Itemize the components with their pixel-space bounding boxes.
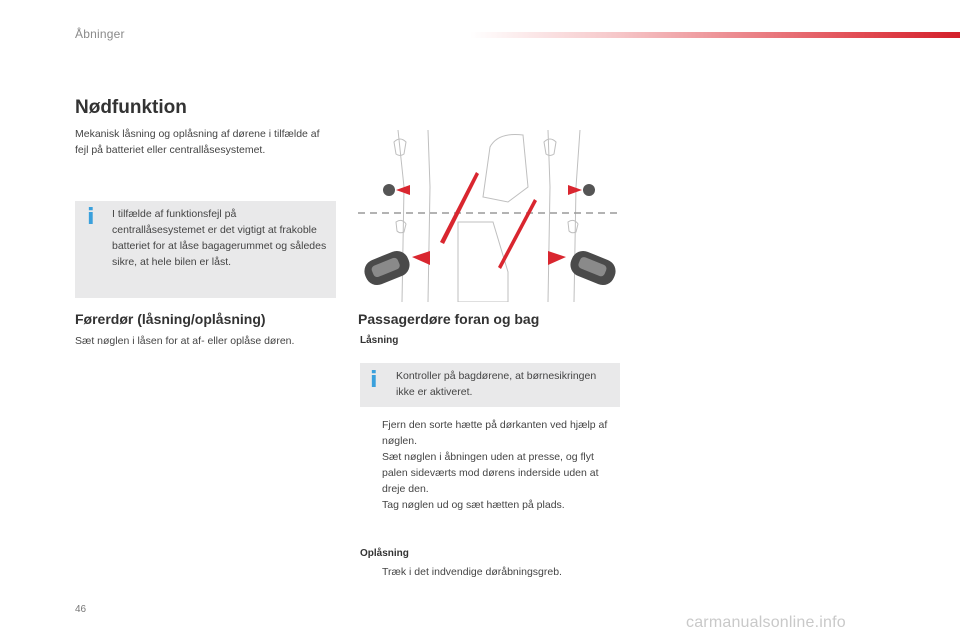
info-box-child-lock [360, 363, 620, 407]
info-box-battery [75, 201, 336, 298]
info-icon: i [87, 205, 95, 230]
key-fob-right [548, 247, 619, 288]
unlocking-steps [360, 564, 622, 580]
key-fob-left [361, 247, 430, 288]
lock-arrow-left [396, 185, 410, 195]
header-accent-bar [470, 32, 960, 38]
locking-steps [360, 417, 622, 513]
driver-door-text: Sæt nøglen i låsen for at af- eller oplåse døren. [75, 335, 295, 347]
section-title-driver-door: Førerdør (låsning/oplåsning) [75, 311, 266, 327]
section-title-passenger-doors: Passagerdøre foran og bag [358, 311, 540, 327]
lock-arrow-right [568, 185, 582, 195]
watermark: carmanualsonline.info [686, 614, 846, 631]
list-item: Tag nøglen ud og sæt hætten på plads. [382, 499, 565, 511]
list-item: Fjern den sorte hætte på dørkanten ved hjælp af nøglen. [382, 419, 608, 447]
intro-text: Mekanisk låsning og oplåsning af dørene i tilfælde af fejl på batteriet eller centrallåsesystemet. [75, 128, 320, 156]
list-item: Sæt nøglen i åbningen uden at presse, og flyt palen sideværts mod dørens inderside uden at dreje den. [382, 451, 599, 495]
handle-left-2 [396, 220, 406, 232]
door-edge-left-2 [428, 130, 430, 302]
page-title: Nødfunktion [75, 97, 187, 118]
info-box-text: Kontroller på bagdørene, at børnesikringen ikke er aktiveret. [396, 370, 597, 398]
lock-cylinder-right [583, 184, 595, 196]
page-number: 46 [75, 604, 87, 615]
header-section-title: Åbninger [75, 27, 125, 41]
info-box-text: I tilfælde af funktionsfejl på centrallåsesystemet er det vigtigt at frakoble batteriet for at låse bagagerummet og således sikre, at hele bilen er låst. [112, 208, 327, 268]
lock-cylinder-left [383, 184, 395, 196]
handle-right [544, 139, 556, 156]
arrow-right [498, 199, 537, 269]
car-front-outline [458, 222, 508, 302]
list-item: Træk i det indvendige døråbningsgreb. [382, 566, 562, 578]
arrow-left [440, 172, 479, 244]
door-lock-key-illustration [358, 127, 620, 302]
car-rear-outline [483, 135, 528, 203]
handle-right-2 [568, 220, 578, 232]
subheading-unlocking: Oplåsning [360, 548, 409, 559]
subheading-locking: Låsning [360, 335, 399, 346]
info-icon: i [370, 368, 378, 393]
